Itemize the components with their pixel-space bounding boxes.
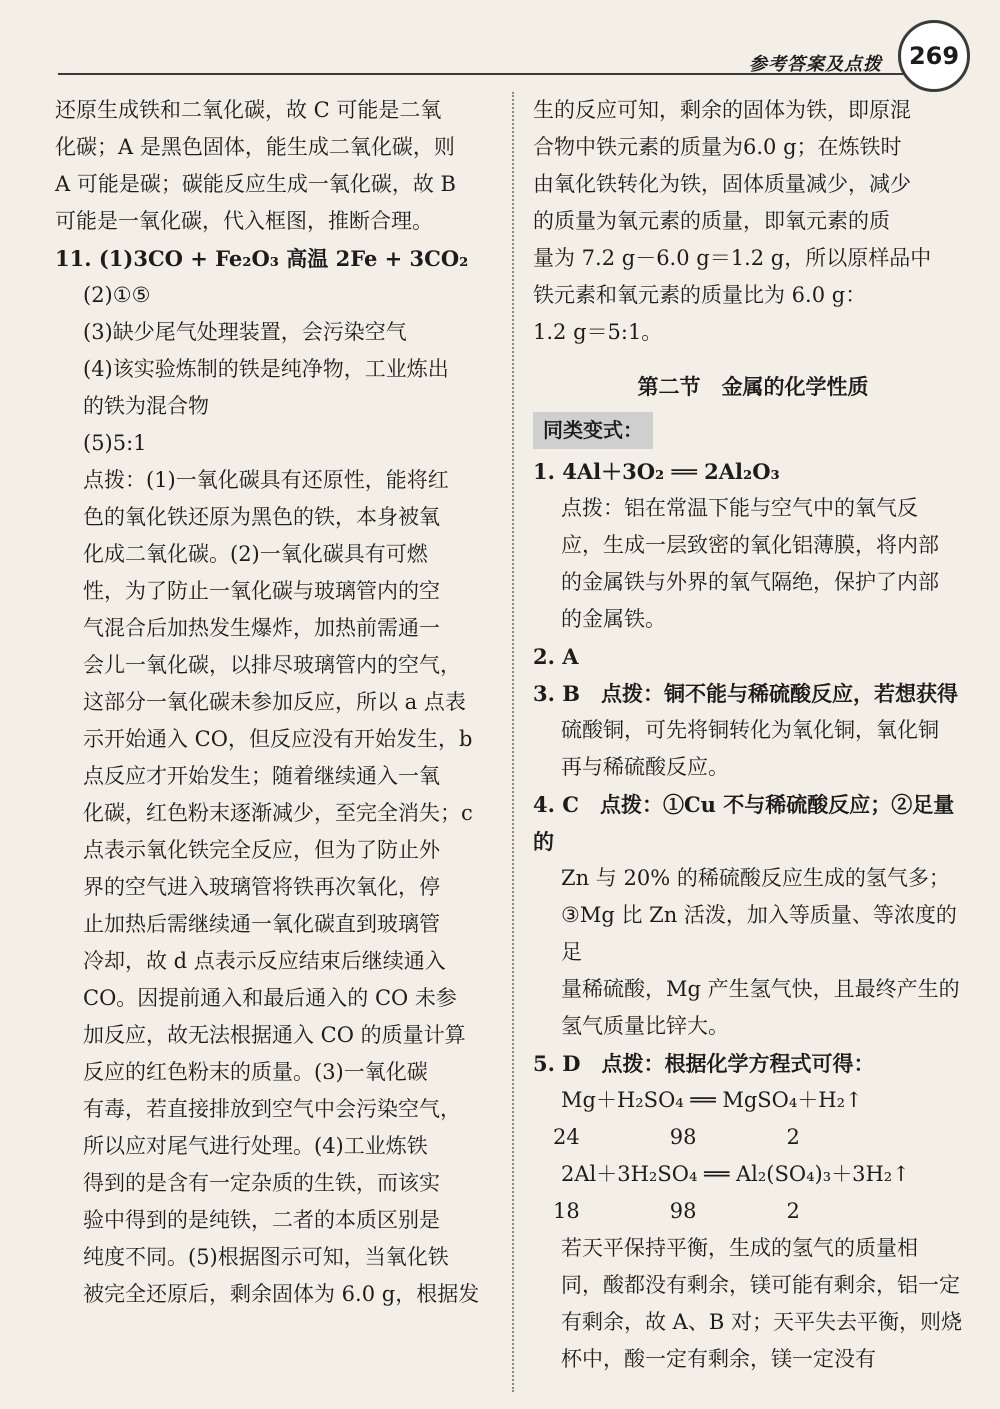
text-line: 冷却，故 d 点表示反应结束后继续通入 [83,949,446,973]
header-title: 参考答案及点拨 [749,54,882,75]
text-line: 量为 7.2 g－6.0 g＝1.2 g，所以原样品中 [533,246,932,270]
equation-mg: Mg＋H₂SO₄ ══ MgSO₄＋H₂↑ [561,1088,863,1112]
answer-1: 1. 4Al＋3O₂ ══ 2Al₂O₃ [533,459,780,484]
right-column [533,92,973,1378]
text-line: 化碳；A 是黑色固体，能生成二氧化碳，则 [55,135,455,159]
mass-value: 2 [786,1125,800,1149]
text-line: ③Mg 比 Zn 活泼，加入等质量、等浓度的足 [561,903,957,964]
text-line: 示开始通入 CO，但反应没有开始发生，b [83,727,473,751]
text-line: 所以应对尾气进行处理。(4)工业炼铁 [83,1134,428,1158]
text-line: 反应的红色粉末的质量。(3)一氧化碳 [83,1060,428,1084]
text-line: (4)该实验炼制的铁是纯净物，工业炼出 [83,357,449,381]
text-line: 点表示氧化铁完全反应，但为了防止外 [83,838,440,862]
text-line: 生的反应可知，剩余的固体为铁，即原混 [533,98,911,122]
text-line: 纯度不同。(5)根据图示可知，当氧化铁 [83,1245,449,1269]
text-line: 由氧化铁转化为铁，固体质量减少，减少 [533,172,911,196]
text-line: 的铁为混合物 [83,394,209,418]
text-line: 有毒，若直接排放到空气中会污染空气， [83,1097,461,1121]
section-title: 第二节 金属的化学性质 [637,375,869,399]
equation-al: 2Al＋3H₂SO₄ ══ Al₂(SO₄)₃＋3H₂↑ [561,1162,910,1186]
text-line: 加反应，故无法根据通入 CO 的质量计算 [83,1023,466,1047]
answer-2: 2. A [533,644,579,669]
text-line: Zn 与 20% 的稀硫酸反应生成的氢气多； [561,866,950,890]
text-line: 量稀硫酸，Mg 产生氢气快，且最终产生的 [561,977,960,1001]
answer-11: 11. (1)3CO + Fe₂O₃ 高温 2Fe + 3CO₂ [55,246,469,271]
text-line: 化碳，红色粉末逐渐减少，至完全消失；c [83,801,473,825]
equation-mg-masses [533,1119,973,1156]
text-line: 得到的是含有一定杂质的生铁，而该实 [83,1171,440,1195]
text-line: 点反应才开始发生；随着继续通入一氧 [83,764,440,788]
text-line: 同，酸都没有剩余，镁可能有剩余，铝一定 [561,1273,960,1297]
text-line: 验中得到的是纯铁，二者的本质区别是 [83,1208,440,1232]
section-tag: 同类变式： [533,412,653,449]
left-column [55,92,495,1313]
text-line: A 可能是碳；碳能反应生成一氧化碳，故 B [55,172,456,196]
text-line: 合物中铁元素的质量为6.0 g；在炼铁时 [533,135,902,159]
text-line: 止加热后需继续通一氧化碳直到玻璃管 [83,912,440,936]
text-line: 气混合后加热发生爆炸，加热前需通一 [83,616,440,640]
text-line: 的质量为氧元素的质量，即氧元素的质 [533,209,890,233]
answer-3: 3. B 点拨：铜不能与稀硫酸反应，若想获得 [533,681,958,706]
text-line: (3)缺少尾气处理装置，会污染空气 [83,320,407,344]
text-line: 还原生成铁和二氧化碳，故 C 可能是二氧 [55,98,442,122]
text-line: 会儿一氧化碳，以排尽玻璃管内的空气， [83,653,461,677]
answer-5: 5. D 点拨：根据化学方程式可得： [533,1051,875,1076]
equation-al-masses [533,1193,973,1230]
text-line: 这部分一氧化碳未参加反应，所以 a 点表 [83,690,466,714]
text-line: 性，为了防止一氧化碳与玻璃管内的空 [83,579,440,603]
text-line: 杯中，酸一定有剩余，镁一定没有 [561,1347,876,1371]
mass-value: 18 [553,1199,580,1223]
text-line: 应，生成一层致密的氧化铝薄膜，将内部 [561,533,939,557]
text-line: (2)①⑤ [83,283,151,307]
text-line: 可能是一氧化碳，代入框图，推断合理。 [55,209,433,233]
mass-value: 98 [669,1199,697,1223]
text-line: (5)5:1 [83,431,147,455]
text-line: 氢气质量比锌大。 [561,1014,729,1038]
column-divider [512,92,514,1392]
text-line: 点拨：铝在常温下能与空气中的氧气反 [561,496,918,520]
text-line: 界的空气进入玻璃管将铁再次氧化，停 [83,875,440,899]
page-number: 269 [898,20,970,92]
text-line: 有剩余，故 A、B 对；天平失去平衡，则烧 [561,1310,962,1334]
mass-value: 24 [553,1125,580,1149]
text-line: 的金属铁。 [561,607,666,631]
answer-4: 4. C 点拨：①Cu 不与稀硫酸反应；②足量的 [533,792,955,854]
text-line: 再与稀硫酸反应。 [561,755,729,779]
text-line: 点拨：(1)一氧化碳具有还原性，能将红 [83,468,449,492]
text-line: 若天平保持平衡，生成的氢气的质量相 [561,1236,918,1260]
text-line: 铁元素和氧元素的质量比为 6.0 g： [533,283,867,307]
text-line: CO。因提前通入和最后通入的 CO 未参 [83,986,457,1010]
text-line: 硫酸铜，可先将铜转化为氧化铜，氧化铜 [561,718,939,742]
text-line: 的金属铁与外界的氧气隔绝，保护了内部 [561,570,939,594]
text-line: 1.2 g＝5:1。 [533,320,663,344]
text-line: 色的氧化铁还原为黑色的铁，本身被氧 [83,505,440,529]
text-line: 被完全还原后，剩余固体为 6.0 g，根据发 [83,1282,480,1306]
mass-value: 98 [669,1125,697,1149]
mass-value: 2 [786,1199,800,1223]
text-line: 化成二氧化碳。(2)一氧化碳具有可燃 [83,542,428,566]
